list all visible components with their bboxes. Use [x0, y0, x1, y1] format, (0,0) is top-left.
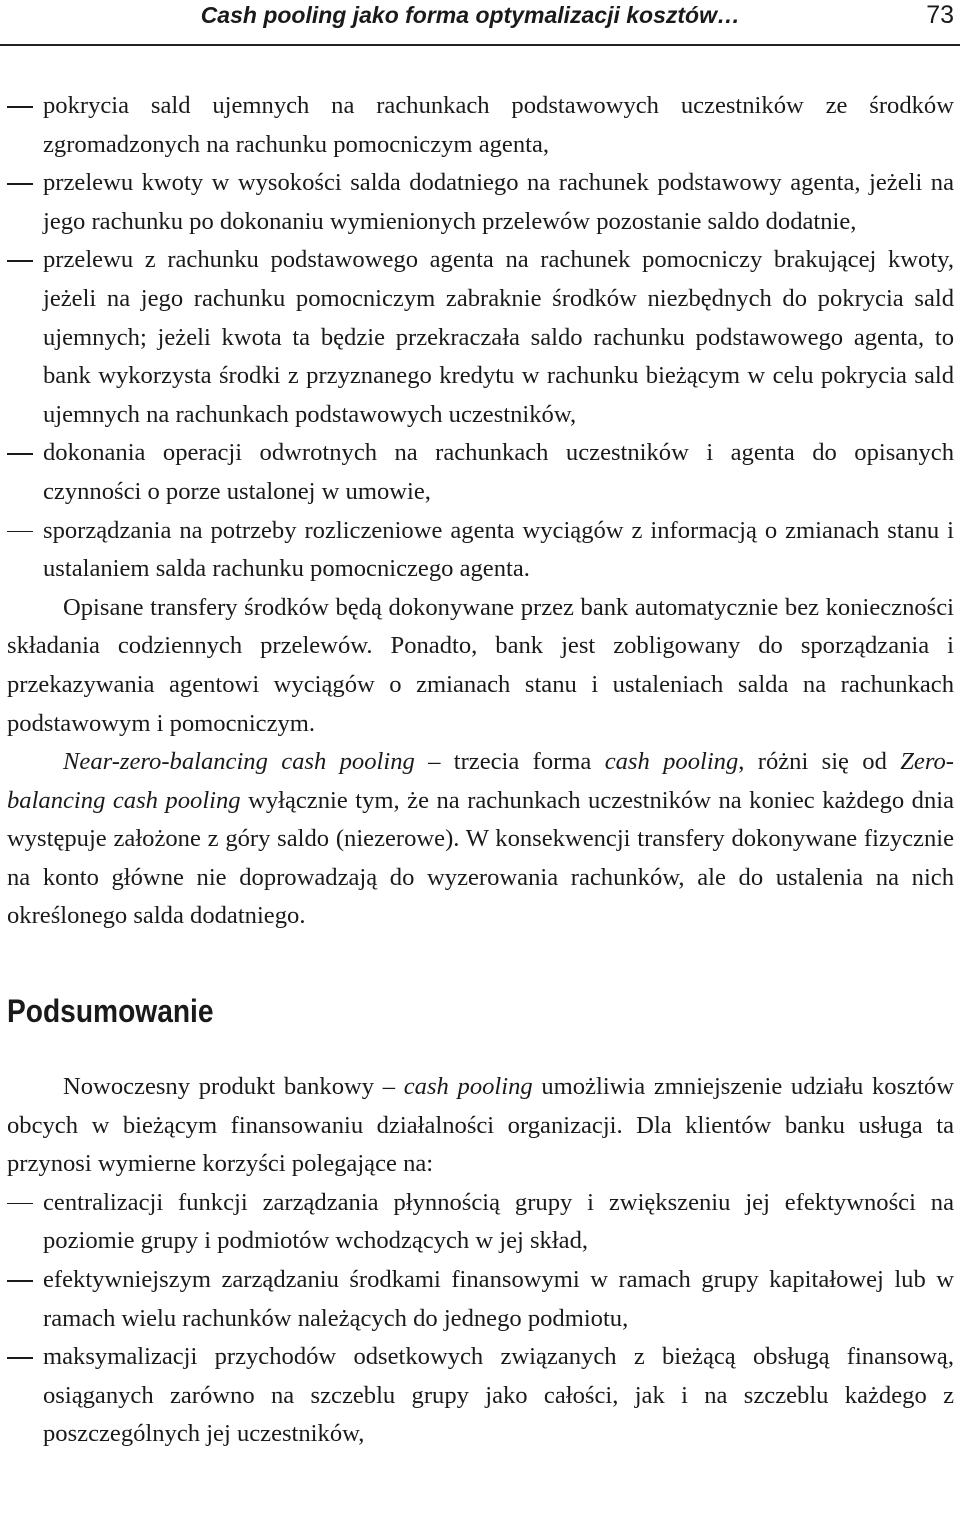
- list-item: przelewu z rachunku podstawowego agenta na rachunek pomocniczy brakującej kwoty, jeżeli na jego rachunku pomocniczym zabraknie środków niezbędnych do pokrycia sald ujemnych; jeżeli kwota ta będzie przekraczała saldo rachunku podstawowego agenta, to bank wykorzysta środki z przyznanego kredytu w rachunku bieżącym w celu pokrycia sald ujemnych na rachunkach podstawowych uczestników,: [7, 241, 954, 434]
- paragraph-summary-intro: [7, 1068, 954, 1184]
- list-item: dokonania operacji odwrotnych na rachunkach uczestników i agenta do opisanych czynności o porze ustalonej w umowie,: [7, 434, 954, 511]
- paragraph-text: , różni się od: [738, 748, 901, 776]
- paragraph-text: – trzecia forma: [414, 748, 605, 776]
- dash-list-benefits: [7, 1184, 954, 1454]
- page-body: [7, 87, 954, 1454]
- term-cash-pooling: cash pooling: [403, 1073, 533, 1101]
- paragraph-near-zero-balancing: [7, 743, 954, 936]
- dash-list-operations: [7, 87, 954, 589]
- list-item: przelewu kwoty w wysokości salda dodatniego na rachunek podstawowy agenta, jeżeli na jego rachunku po dokonaniu wymienionych przelewów pozostanie saldo dodatnie,: [7, 164, 954, 241]
- list-item: pokrycia sald ujemnych na rachunkach podstawowych uczestników ze środków zgromadzonych na rachunku pomocniczym agenta,: [7, 87, 954, 164]
- paragraph-transfers: Opisane transfery środków będą dokonywane przez bank automatycznie bez konieczności składania codziennych przelewów. Ponadto, bank jest zobligowany do sporządzania i przekazywania agentowi wyciągów o zmianach stanu i ustaleniach salda na rachunkach podstawowym i pomocniczym.: [7, 593, 954, 737]
- term-cash-pooling: cash pooling: [604, 748, 739, 776]
- running-header: [0, 0, 960, 46]
- section-heading: Podsumowanie: [7, 993, 214, 1030]
- term-near-zero-balancing: Near-zero-balancing cash pooling: [63, 748, 415, 776]
- paragraph-text: umożliwia zmniejszenie udziału kosztów obcych w bieżącym finansowaniu działalności organizacji. Dla klientów banku usługa ta przynosi wymierne korzyści polegające na:: [7, 1073, 954, 1178]
- list-item: efektywniejszym zarządzaniu środkami finansowymi w ramach grupy kapitałowej lub w ramach wielu rachunków należących do jednego podmiotu,: [7, 1261, 954, 1338]
- list-item: sporządzania na potrzeby rozliczeniowe agenta wyciągów z informacją o zmianach stanu i ustalaniem salda rachunku pomocniczego agenta.: [7, 512, 954, 589]
- list-item: maksymalizacji przychodów odsetkowych związanych z bieżącą obsługą finansową, osiąganych zarówno na szczeblu grupy jako całości, jak i na szczeblu każdego z poszczególnych jej uczestników,: [7, 1338, 954, 1454]
- page-number: 73: [926, 1, 954, 29]
- running-title: Cash pooling jako forma optymalizacji kosztów…: [200, 2, 740, 28]
- paragraph-text: wyłącznie tym, że na rachunkach uczestników na koniec każdego dnia występuje założone z góry saldo (niezerowe). W konsekwencji transfery dokonywane fizycznie na konto główne nie doprowadzają do wyzerowania rachunków, ale do ustalenia na nich określonego salda dodatniego.: [7, 786, 954, 930]
- term-zero-balancing: Zero-balancing cash pooling: [7, 748, 954, 814]
- list-item: centralizacji funkcji zarządzania płynnością grupy i zwiększeniu jej efektywności na poziomie grupy i podmiotów wchodzących w jej skład,: [7, 1184, 954, 1261]
- paragraph-text: Nowoczesny produkt bankowy –: [63, 1073, 404, 1101]
